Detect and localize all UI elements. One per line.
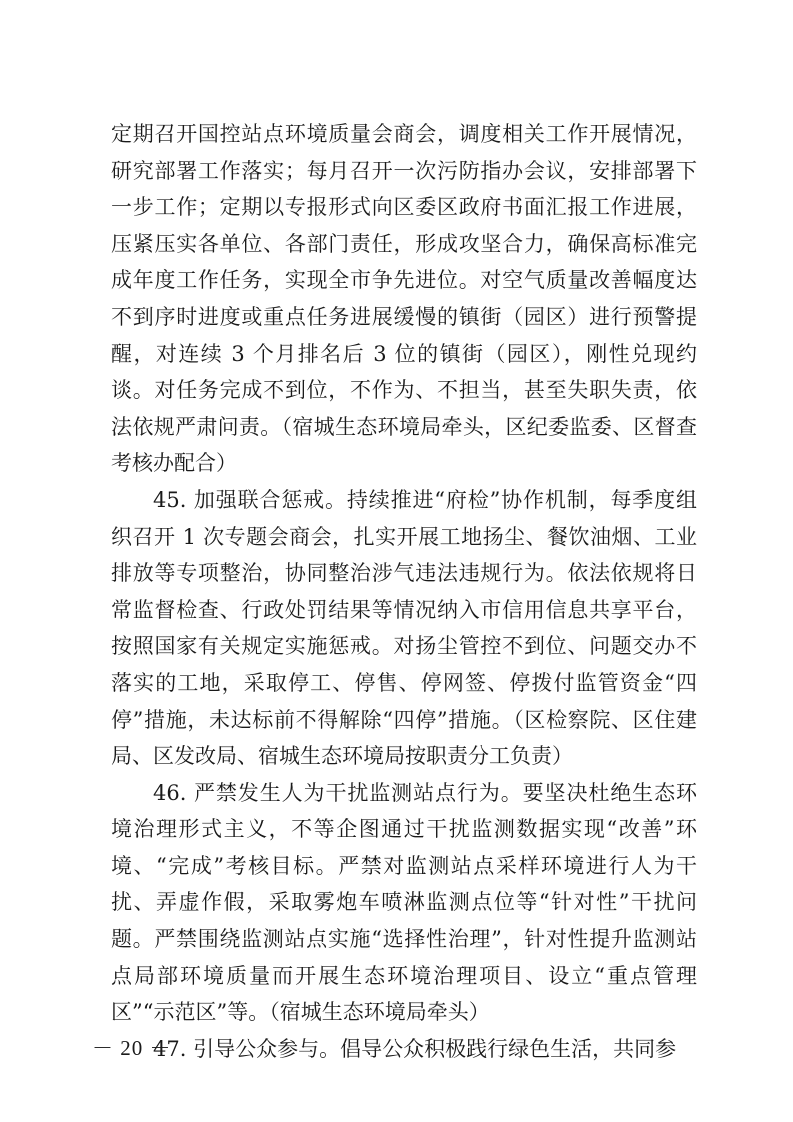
- paragraph-45: 45. 加强联合惩戒。持续推进“府检”协作机制，每季度组织召开 1 次专题会商会，扎实开展工地扬尘、餐饮油烟、工业排放等专项整治，协同整治涉气违法违规行为。依法依规将日常监督检查、行政处罚结果等情况纳入市信用信息共享平台，按照国家有关规定实施惩戒。对扬尘管控不到位、问题交办不落实的工地，采取停工、停售、停网签、停拨付监管资金“四停”措施，未达标前不得解除“四停”措施。（区检察院、区住建局、区发改局、宿城生态环境局按职责分工负责）: [111, 487, 697, 769]
- page-number: － 20 －: [92, 1036, 172, 1060]
- paragraph-continued: 定期召开国控站点环境质量会商会，调度相关工作开展情况，研究部署工作落实；每月召开一次污防指办会议，安排部署下一步工作；定期以专报形式向区委区政府书面汇报工作进展，压紧压实各单位、各部门责任，形成攻坚合力，确保高标准完成年度工作任务，实现全市争先进位。对空气质量改善幅度达不到序时进度或重点任务进展缓慢的镇街（园区）进行预警提醒，对连续 3 个月排名后 3 位的镇街（园区），刚性兑现约谈。对任务完成不到位，不作为、不担当，甚至失职失责，依法依规严肃问责。（宿城生态环境局牵头，区纪委监委、区督查考核办配合）: [111, 122, 697, 476]
- body-text: [111, 116, 697, 1067]
- paragraph-46: 46. 严禁发生人为干扰监测站点行为。要坚决杜绝生态环境治理形式主义，不等企图通过干扰监测数据实现“改善”环境、“完成”考核目标。严禁对监测站点采样环境进行人为干扰、弄虚作假，采取雾炮车喷淋监测点位等“针对性”干扰问题。严禁围绕监测站点实施“选择性治理”，针对性提升监测站点局部环境质量而开展生态环境治理项目、设立“重点管理区”“示范区”等。（宿城生态环境局牵头）: [111, 780, 697, 1025]
- paragraph-47: 47. 引导公众参与。倡导公众积极践行绿色生活，共同参: [153, 1036, 677, 1061]
